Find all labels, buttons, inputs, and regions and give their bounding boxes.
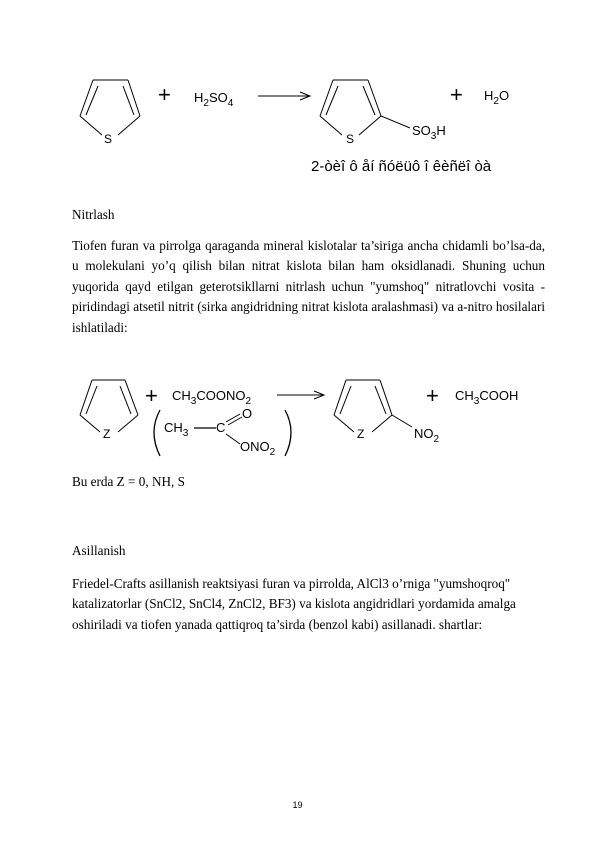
svg-text:ONO2: $ONO_2$: [240, 439, 276, 458]
acylation-paragraph: Friedel-Crafts asillanish reaktsiyasi furan va pirrolda, AlCl3 o’rniga "yumshoqroq" katalizatorlar (SnCl2, SnCl4, ZnCl2, BF3) va kislota angidridlari yordamida amalga oshiriladi va tiofen yanada qattiqroq ta’sirda (benzol kabi) asillanadi. shartlar:: [72, 576, 516, 632]
sulfonation-scheme: [0, 60, 595, 185]
acetyl-nitrate-structure: [154, 406, 291, 458]
product-name: 2-òèî ô åí ñóëüô î êèñëî òà: [311, 158, 492, 175]
acetyl-nitrate-formula: $CH_3COONO_2$: [172, 388, 252, 407]
nitration-scheme: [0, 370, 595, 465]
plus-sign: +: [145, 383, 158, 408]
section-heading-nitration: Nitrlash: [72, 207, 115, 222]
svg-text:CH3: $CH_3$: [164, 420, 189, 439]
thiophene-sulfonic-acid-ring: [320, 80, 410, 135]
product-sulfur-atom-label: S: [346, 132, 355, 146]
sulfur-atom-label: S: [104, 132, 113, 146]
nitro-group-formula: $NO_2$: [414, 426, 440, 445]
z-definition-note: Bu erda Z = 0, NH, S: [72, 474, 185, 489]
reaction-arrow: [277, 391, 324, 399]
acetic-acid-formula: $CH_3COOH$: [455, 388, 519, 407]
svg-text:O: O: [242, 406, 253, 421]
water-formula: $H_2O$: [484, 88, 510, 107]
nitro-product-ring: [334, 380, 412, 432]
thiophene-ring: [80, 80, 140, 135]
svg-text:C: C: [216, 420, 226, 435]
plus-sign: +: [426, 383, 439, 408]
plus-sign: +: [158, 82, 171, 107]
heteroatom-z-label: Z: [103, 427, 111, 441]
nitration-paragraph: Tiofen furan va pirrolga qaraganda mineral kislotalar ta’siriga ancha chidamli bo’lsa-da, u molekulani yo’q qilish bilan nitrat kislota bilan ham oksidlanadi. Shuning uchun yuqorida qayd etilgan geterotsikllarni nitrlash uchun "yumshoq" nitratlovchi vosita - piridindagi atsetil nitrit (sirka angidridning nitrat kislota aralashmasi) va a-nitro hosilalari ishlatiladi:: [72, 238, 545, 335]
sulfuric-acid-formula: $H_2SO_4$: [194, 90, 234, 109]
sulfo-group-formula: $SO_3H$: [412, 123, 446, 142]
plus-sign: +: [450, 82, 463, 107]
product-heteroatom-z-label: Z: [357, 427, 365, 441]
page-number: 19: [292, 800, 303, 810]
section-heading-acylation: Asillanish: [72, 543, 126, 558]
heterocycle-ring: [80, 380, 138, 432]
reaction-arrow: [258, 92, 310, 100]
